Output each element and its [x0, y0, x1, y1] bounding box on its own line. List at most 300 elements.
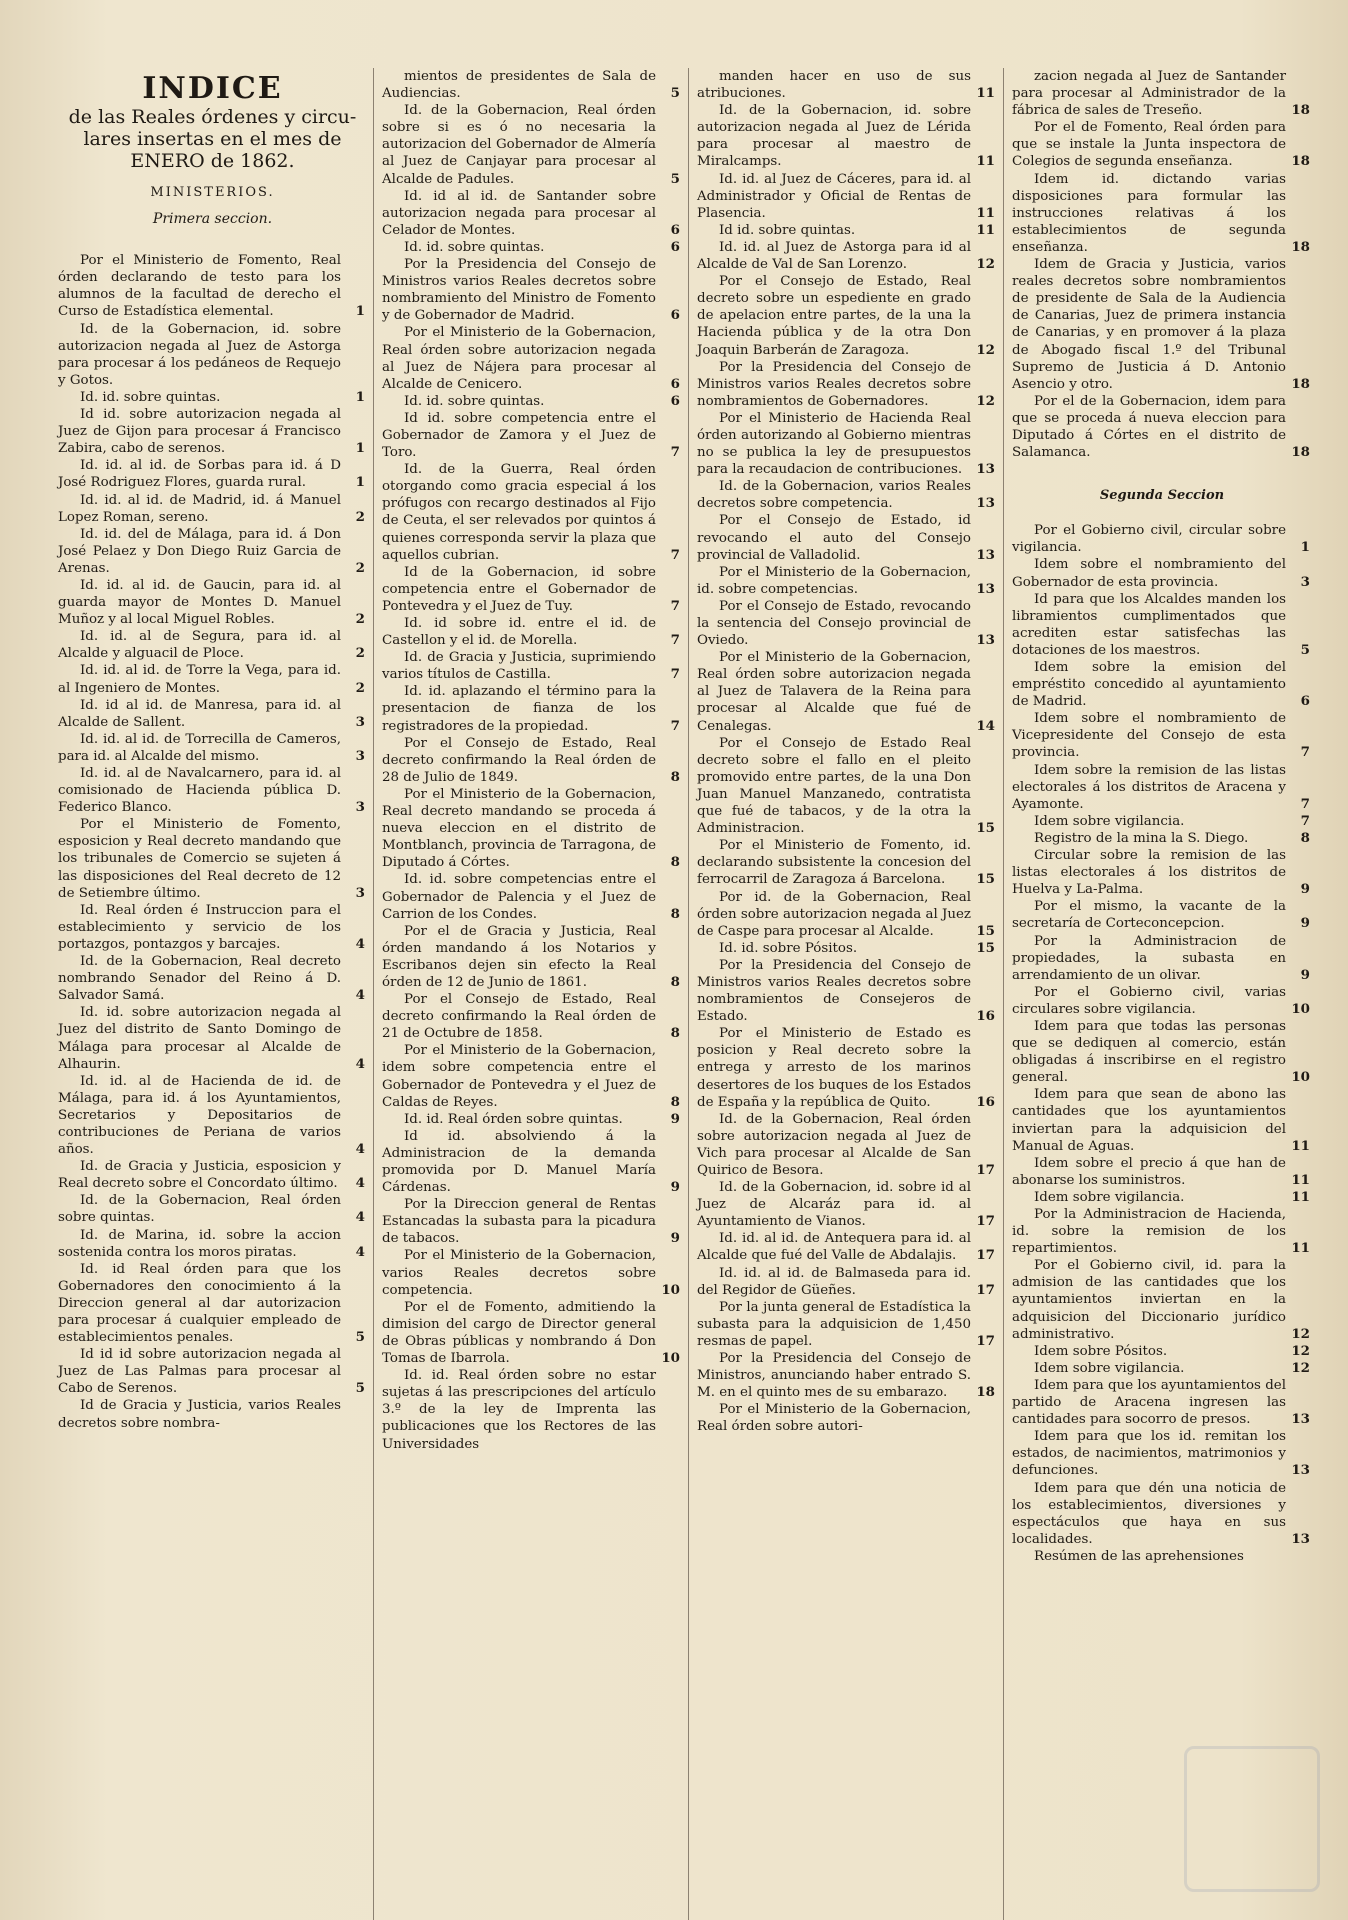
index-entry — [382, 923, 682, 991]
entry-page-number: 12 — [976, 256, 995, 273]
index-entry — [382, 649, 682, 683]
index-entry — [1012, 556, 1312, 590]
index-entry — [697, 359, 997, 410]
index-entry — [382, 1111, 682, 1128]
entry-page-number: 18 — [976, 1384, 995, 1401]
entry-page-number: 9 — [670, 1230, 680, 1247]
entry-text: Idem sobre el nombramiento de Vicepresidente del Consejo de esta provincia. — [1012, 711, 1286, 761]
column-3 — [688, 68, 1003, 1920]
entry-page-number: 6 — [670, 238, 680, 255]
index-entry — [382, 1299, 682, 1367]
entry-text: Id. id. del de Málaga, para id. á Don José Pelaez y Don Diego Ruiz Garcia de Arenas. — [58, 526, 341, 576]
entry-page-number: 3 — [355, 747, 365, 764]
index-entry — [1012, 1480, 1312, 1548]
entry-text: Idem sobre vigilancia. — [1034, 1360, 1185, 1376]
entry-text: Id id. sobre quintas. — [719, 222, 856, 238]
entry-text: Id. de Gracia y Justicia, suprimiendo varios títulos de Castilla. — [382, 650, 656, 683]
entry-text: Por el Ministerio de Fomento, id. declarando subsistente la concesion del ferrocarril de Zaragoza á Barcelona. — [697, 838, 971, 888]
index-entry — [697, 239, 997, 273]
entry-page-number: 3 — [355, 713, 365, 730]
entry-page-number: 7 — [670, 597, 680, 614]
index-entry — [58, 1073, 367, 1158]
index-entry — [1012, 393, 1312, 461]
entry-text: Id. id. al id. de Madrid, id. á Manuel Lopez Roman, sereno. — [58, 492, 341, 525]
entry-text: Por la junta general de Estadística la subasta para la adquisicion de 1,450 resmas de papel. — [697, 1299, 971, 1349]
entry-text: Id. id. sobre quintas. — [404, 393, 545, 409]
entry-text: Por el Ministerio de la Gobernacion, idem sobre competencia entre el Gobernador de Pontevedra y el Juez de Caldas de Reyes. — [382, 1043, 656, 1110]
entry-page-number: 16 — [976, 1008, 995, 1025]
index-entry — [697, 478, 997, 512]
entry-page-number: 12 — [1291, 1359, 1310, 1376]
index-entry — [1012, 847, 1312, 898]
index-entry — [1012, 710, 1312, 761]
index-entry — [58, 953, 367, 1004]
index-entry — [697, 222, 997, 239]
entry-text: Por la Administracion de Hacienda, id. sobre la remision de los repartimientos. — [1012, 1207, 1286, 1257]
index-entry — [697, 1179, 997, 1230]
column-1 — [58, 68, 373, 1920]
subtitle-line-2: lares insertas en el mes de — [83, 128, 342, 150]
entry-text: Id. id. al Juez de Astorga para id al Alcalde de Val de San Lorenzo. — [697, 239, 971, 273]
index-entry — [58, 1261, 367, 1346]
entry-page-number: 2 — [355, 679, 365, 696]
entry-page-number: 4 — [355, 935, 365, 952]
index-entry — [697, 512, 997, 563]
entry-text: Por el de Fomento, admitiendo la dimision del cargo de Director general de Obras públicas y nombrando á Don Tomas de Ibarrola. — [382, 1299, 656, 1367]
entry-page-number: 8 — [670, 905, 680, 922]
index-entry — [697, 1111, 997, 1179]
entries-col4-second-section — [1012, 522, 1312, 1565]
entry-text: zacion negada al Juez de Santander para procesar al Administrador de la fábrica de sales de Treseño. — [1012, 69, 1286, 119]
entry-text: Id. id. sobre quintas. — [80, 389, 221, 405]
library-watermark-stamp — [1184, 1746, 1320, 1892]
entry-text: Id. de la Gobernacion, Real decreto nombrando Senador del Reino á D. Salvador Samá. — [58, 954, 341, 1004]
entry-page-number: 18 — [1291, 238, 1310, 255]
index-entry — [382, 188, 682, 239]
entry-text: Id. id. sobre Pósitos. — [719, 940, 858, 956]
entry-page-number: 8 — [670, 1025, 680, 1042]
index-entry — [697, 889, 997, 940]
entry-page-number: 11 — [976, 204, 995, 221]
entry-page-number: 5 — [355, 1329, 365, 1346]
index-entry — [697, 564, 997, 598]
entry-page-number: 11 — [1291, 1137, 1310, 1154]
entry-text: Id. de Marina, id. sobre la accion sostenida contra los moros piratas. — [58, 1227, 341, 1260]
entry-text: Por el Ministerio de la Gobernacion, Real órden sobre autorizacion negada al Juez de Nájera para procesar al Alcalde de Cenicero. — [382, 325, 656, 392]
entry-text: Id. id. al id. de Sorbas para id. á D José Rodriguez Flores, guarda rural. — [58, 458, 341, 491]
index-entry — [382, 1196, 682, 1247]
entry-page-number: 18 — [1291, 102, 1310, 119]
index-entry — [697, 837, 997, 888]
index-entry — [1012, 1086, 1312, 1154]
entry-page-number: 1 — [355, 474, 365, 491]
entry-text: Por la Presidencia del Consejo de Ministros varios Reales decretos sobre nombramiento del Ministro de Fomento y de Gobernador de Madrid. — [382, 257, 656, 324]
entry-text: Por el Ministerio de la Gobernacion, id. sobre competencias. — [697, 564, 971, 597]
entry-text: Id. de la Gobernacion, varios Reales decretos sobre competencia. — [697, 479, 971, 512]
index-entry — [382, 461, 682, 564]
entry-page-number: 4 — [355, 1141, 365, 1158]
entry-text: Resúmen de las aprehensiones — [1034, 1548, 1244, 1564]
index-entry — [1012, 762, 1312, 813]
entry-page-number: 17 — [976, 1247, 995, 1264]
entry-page-number: 12 — [1291, 1342, 1310, 1359]
index-entry — [58, 902, 367, 953]
entry-text: Id id. sobre autorizacion negada al Juez de Gijon para procesar á Francisco Zabira, cabo de serenos. — [58, 407, 341, 457]
entry-page-number: 2 — [355, 508, 365, 525]
index-entry — [697, 171, 997, 222]
entry-text: mientos de presidentes de Sala de Audiencias. — [382, 69, 656, 102]
entry-page-number: 12 — [976, 392, 995, 409]
entry-text: Por el de Fomento, Real órden para que se instale la Junta inspectora de Colegios de segunda enseñanza. — [1012, 120, 1286, 170]
entry-text: Idem para que los ayuntamientos del partido de Aracena ingresen las cantidades para socorro de presos. — [1012, 1377, 1286, 1428]
entry-text: Por la Presidencia del Consejo de Ministros varios Reales decretos sobre nombramientos de Consejeros de Estado. — [697, 957, 971, 1025]
subtitle-line-3: ENERO de 1862. — [130, 150, 295, 172]
index-entry — [1012, 659, 1312, 710]
entry-text: Id. id sobre id. entre el id. de Castellon y el id. de Morella. — [382, 616, 656, 649]
entry-text: Idem sobre el precio á que han de abonarse los suministros. — [1012, 1155, 1286, 1188]
index-entry — [382, 871, 682, 922]
index-columns — [58, 68, 1330, 1920]
index-entry — [58, 389, 367, 406]
index-entry — [1012, 256, 1312, 393]
entry-page-number: 15 — [976, 820, 995, 837]
index-entry — [697, 273, 997, 358]
entry-page-number: 1 — [355, 388, 365, 405]
entry-text: Id. id Real órden para que los Gobernadores den conocimiento á la Direccion general al dar autorizacion para procesar á cualquier empleado de establecimientos penales. — [58, 1261, 341, 1346]
index-entry — [58, 1192, 367, 1226]
entry-page-number: 7 — [1300, 812, 1310, 829]
entry-page-number: 4 — [355, 1055, 365, 1072]
index-entry — [382, 735, 682, 786]
entry-page-number: 7 — [670, 717, 680, 734]
entry-text: Id. id. Real órden sobre quintas. — [404, 1111, 623, 1127]
entry-text: Idem para que todas las personas que se dediquen al comercio, están obligadas á inscribirse en el registro general. — [1012, 1018, 1286, 1086]
entry-text: Por el Consejo de Estado, Real decreto confirmando la Real órden de 21 de Octubre de 1858. — [382, 992, 656, 1042]
index-entry — [382, 1128, 682, 1196]
entry-text: Por el Ministerio de la Gobernacion, Real órden sobre autorizacion negada al Juez de Talavera de la Reina para procesar al Alcalde que fué de Cenalegas. — [697, 650, 971, 734]
entry-text: Id id. absolviendo á la Administracion de la demanda promovida por D. Manuel María Cárdenas. — [382, 1128, 656, 1196]
index-entry — [58, 1004, 367, 1072]
index-entry — [58, 1158, 367, 1192]
index-entry — [1012, 1257, 1312, 1342]
entry-text: Por el Consejo de Estado, Real decreto confirmando la Real órden de 28 de Julio de 1849. — [382, 735, 656, 785]
entry-page-number: 17 — [976, 1213, 995, 1230]
index-entry — [1012, 1155, 1312, 1189]
index-entry — [697, 410, 997, 478]
entry-page-number: 12 — [1291, 1325, 1310, 1342]
entry-text: Id. de la Guerra, Real órden otorgando como gracia especial á los prófugos con recargo destinados al Fijo de Ceuta, el ser relevados por quintos á quienes corresponda servir la plaza que aquellos cubrian. — [382, 462, 656, 563]
entry-page-number: 2 — [355, 611, 365, 628]
index-entry — [382, 615, 682, 649]
entry-page-number: 13 — [1291, 1462, 1310, 1479]
entry-page-number: 7 — [670, 632, 680, 649]
index-entry — [1012, 591, 1312, 659]
index-entry — [697, 68, 997, 102]
index-entry — [58, 577, 367, 628]
index-entry — [1012, 984, 1312, 1018]
index-entry — [382, 68, 682, 102]
entry-page-number: 11 — [1291, 1240, 1310, 1257]
index-entry — [382, 1367, 682, 1452]
entry-page-number: 7 — [670, 444, 680, 461]
entry-page-number: 6 — [670, 307, 680, 324]
entry-text: Id. id. sobre autorizacion negada al Juez del distrito de Santo Domingo de Málaga para procesar al Alcalde de Alhaurin. — [58, 1005, 341, 1072]
entry-page-number: 16 — [976, 1093, 995, 1110]
entries-col4-first-section — [1012, 68, 1312, 461]
entry-text: Id. de la Gobernacion, id. sobre id al Juez de Alcaráz para id. al Ayuntamiento de Vianos. — [697, 1180, 971, 1230]
index-entry — [382, 256, 682, 324]
index-entry — [382, 991, 682, 1042]
index-entry — [58, 406, 367, 457]
entry-text: Id id id sobre autorizacion negada al Juez de Las Palmas para procesar al Cabo de Serenos. — [58, 1347, 341, 1397]
index-entry — [697, 940, 997, 957]
entry-page-number: 12 — [976, 341, 995, 358]
entry-page-number: 10 — [661, 1281, 680, 1298]
entry-text: Id. id. al id. de Torre la Vega, para id. al Ingeniero de Montes. — [58, 663, 341, 696]
index-entry — [58, 492, 367, 526]
index-entry — [1012, 171, 1312, 256]
entry-text: Id de Gracia y Justicia, varios Reales decretos sobre nombra- — [58, 1398, 341, 1431]
entry-text: Id. id. aplazando el término para la presentacion de fianza de los registradores de la propiedad. — [382, 684, 656, 734]
entry-page-number: 4 — [355, 1175, 365, 1192]
entry-text: Id. Real órden é Instruccion para el establecimiento y servicio de los portazgos, pontazgos y barcajes. — [58, 902, 341, 952]
entry-page-number: 14 — [976, 717, 995, 734]
entry-text: Por el Ministerio de Fomento, Real órden declarando de testo para los alumnos de la facultad de derecho el Curso de Estadística elemental. — [58, 253, 341, 320]
index-entry — [382, 1042, 682, 1110]
entry-text: Idem para que sean de abono las cantidades que los ayuntamientos inviertan para la adquisicion del Manual de Aguas. — [1012, 1087, 1286, 1154]
entry-page-number: 2 — [355, 645, 365, 662]
index-entry — [697, 735, 997, 838]
index-entry — [697, 102, 997, 170]
index-header — [58, 72, 367, 228]
entry-text: Por el mismo, la vacante de la secretaría de Corteconcepcion. — [1012, 899, 1286, 932]
entry-page-number: 2 — [355, 559, 365, 576]
index-entry — [697, 1265, 997, 1299]
index-entry — [58, 628, 367, 662]
entry-text: Circular sobre la remision de las listas electorales á los distritos de Huelva y La-Palma. — [1012, 848, 1286, 898]
section-gap — [1012, 461, 1312, 487]
entry-text: Por id. de la Gobernacion, Real órden sobre autorizacion negada al Juez de Caspe para procesar al Alcalde. — [697, 889, 971, 939]
entry-text: Por el de la Gobernacion, idem para que se proceda á nueva eleccion para Diputado á Córtes en el distrito de Salamanca. — [1012, 393, 1286, 461]
index-entry — [1012, 830, 1312, 847]
entry-text: Por la Administracion de propiedades, la subasta en arrendamiento de un olivar. — [1012, 933, 1286, 983]
entry-page-number: 8 — [670, 1093, 680, 1110]
entry-page-number: 4 — [355, 1209, 365, 1226]
entry-text: Por el de Gracia y Justicia, Real órden mandando á los Notarios y Escribanos dejen sin efecto la Real órden de 12 de Junio de 1861. — [382, 923, 656, 990]
index-entry — [697, 957, 997, 1025]
entry-page-number: 7 — [1300, 795, 1310, 812]
entry-text: Por el Ministerio de la Gobernacion, varios Reales decretos sobre competencia. — [382, 1248, 656, 1298]
entry-page-number: 9 — [1300, 881, 1310, 898]
entry-text: Por la Presidencia del Consejo de Ministros, anunciando haber entrado S. M. en el quinto mes de su embarazo. — [697, 1351, 971, 1401]
index-entry — [1012, 1428, 1312, 1479]
index-entry — [382, 786, 682, 871]
index-entry — [58, 731, 367, 765]
index-entry — [58, 1227, 367, 1261]
entry-text: Id. de la Gobernacion, id. sobre autorizacion negada al Juez de Astorga para procesar á los pedáneos de Requejo y Gotos. — [58, 321, 341, 388]
entry-text: Id. id. sobre competencias entre el Gobernador de Palencia y el Juez de Carrion de los Condes. — [382, 872, 656, 922]
entry-page-number: 15 — [976, 871, 995, 888]
entry-text: Id. id. al de Hacienda de id. de Málaga, para id. á los Ayuntamientos, Secretarios y Depositarios de contribuciones de Periana de varios años. — [58, 1073, 341, 1158]
ministerios-heading: MINISTERIOS. — [150, 185, 275, 200]
index-entry — [1012, 1343, 1312, 1360]
entry-text: Por el Gobierno civil, varias circulares sobre vigilancia. — [1012, 984, 1286, 1017]
entry-text: Idem de Gracia y Justicia, varios reales decretos sobre nombramientos de presidente de Sala de la Audiencia de Canarias, Juez de primera instancia de Canarias, y en promover á la plaza de Abogado fiscal 1.º del Tribunal Supremo de Justicia á D. Antonio Asencio y otro. — [1012, 257, 1286, 392]
entry-page-number: 7 — [670, 546, 680, 563]
entry-text: Idem sobre vigilancia. — [1034, 1189, 1185, 1205]
section-1-heading: Primera seccion. — [152, 211, 273, 228]
entry-text: Id. id. al id. de Antequera para id. al Alcalde que fué del Valle de Abdalajis. — [697, 1231, 971, 1264]
entry-page-number: 15 — [976, 939, 995, 956]
entry-text: manden hacer en uso de sus atribuciones. — [697, 69, 971, 102]
entry-text: Id. de la Gobernacion, Real órden sobre quintas. — [58, 1193, 341, 1226]
entry-text: Por el Ministerio de Hacienda Real órden autorizando al Gobierno mientras no se publica la ley de presupuestos para la recaudacion de contribuciones. — [697, 410, 971, 478]
index-entry — [58, 662, 367, 696]
index-entry — [1012, 68, 1312, 119]
entry-text: Por el Ministerio de la Gobernacion, Real órden sobre autori- — [697, 1402, 971, 1435]
entry-page-number: 11 — [976, 221, 995, 238]
entry-page-number: 18 — [1291, 153, 1310, 170]
entry-page-number: 9 — [1300, 966, 1310, 983]
column-2 — [373, 68, 688, 1920]
entry-text: Idem sobre vigilancia. — [1034, 813, 1185, 829]
entry-page-number: 9 — [670, 1179, 680, 1196]
index-entry — [1012, 1018, 1312, 1086]
index-entry — [697, 598, 997, 649]
entry-text: Id. id. al de Segura, para id. al Alcalde y alguacil de Ploce. — [58, 629, 341, 662]
entry-page-number: 4 — [355, 1243, 365, 1260]
entry-text: Id. id. al id. de Gaucin, para id. al guarda mayor de Montes D. Manuel Muñoz y al local Miguel Robles. — [58, 577, 341, 628]
entry-page-number: 18 — [1291, 375, 1310, 392]
entry-page-number: 4 — [355, 987, 365, 1004]
entry-text: Id. de la Gobernacion, Real órden sobre autorizacion negada al Juez de Vich para procesar al Alcalde de San Quirico de Besora. — [697, 1111, 971, 1178]
entry-text: Por el Ministerio de la Gobernacion, Real decreto mandando se proceda á nueva eleccion en el distrito de Montblanch, provincia de Tarragona, de Diputado á Córtes. — [382, 786, 656, 871]
entries-col3 — [697, 68, 997, 1436]
index-entry — [1012, 1206, 1312, 1257]
entry-text: Id. id. al id. de Torrecilla de Cameros, para id. al Alcalde del mismo. — [58, 731, 341, 764]
index-entry — [697, 1350, 997, 1401]
entry-text: Id. id. sobre quintas. — [404, 239, 545, 255]
index-entry — [58, 526, 367, 577]
entry-page-number: 8 — [1300, 829, 1310, 846]
entry-page-number: 1 — [355, 303, 365, 320]
entry-text: Por el Consejo de Estado, revocando la sentencia del Consejo provincial de Oviedo. — [697, 598, 971, 649]
entry-page-number: 7 — [670, 666, 680, 683]
entry-page-number: 7 — [1300, 744, 1310, 761]
entry-page-number: 11 — [1291, 1188, 1310, 1205]
index-entry — [382, 393, 682, 410]
entry-page-number: 6 — [670, 375, 680, 392]
entry-page-number: 13 — [1291, 1411, 1310, 1428]
entry-page-number: 10 — [661, 1350, 680, 1367]
entry-page-number: 3 — [355, 884, 365, 901]
page-title: INDICE — [142, 71, 283, 106]
entry-text: Id. id. al id. de Balmaseda para id. del Regidor de Güeñes. — [697, 1265, 971, 1298]
entries-col2 — [382, 68, 682, 1453]
entry-page-number: 6 — [670, 221, 680, 238]
entry-text: Por el Consejo de Estado, id revocando el auto del Consejo provincial de Valladolid. — [697, 513, 971, 563]
index-entry — [697, 1025, 997, 1110]
entry-page-number: 6 — [670, 392, 680, 409]
index-entry — [1012, 1360, 1312, 1377]
index-entry — [1012, 1548, 1312, 1565]
entry-page-number: 11 — [976, 153, 995, 170]
entry-page-number: 3 — [1300, 573, 1310, 590]
entry-page-number: 3 — [355, 799, 365, 816]
index-entry — [697, 649, 997, 734]
entry-text: Por el Consejo de Estado Real decreto sobre el fallo en el pleito promovido entre partes, de la una Don Juan Manuel Manzanedo, contratista que fué de tabacos, y de la otra la Administracion. — [697, 735, 971, 837]
entry-page-number: 5 — [670, 170, 680, 187]
index-entry — [58, 697, 367, 731]
index-entry — [382, 410, 682, 461]
entry-page-number: 13 — [976, 495, 995, 512]
entry-page-number: 13 — [976, 546, 995, 563]
entry-text: Por el Gobierno civil, id. para la admision de las cantidades que los ayuntamientos inviertan en la adquisicion del Diccionario jurídico administrativo. — [1012, 1258, 1286, 1342]
column-4 — [1003, 68, 1318, 1920]
index-entry — [697, 1401, 997, 1435]
entry-page-number: 5 — [670, 85, 680, 102]
entry-text: Id. de la Gobernacion, id. sobre autorizacion negada al Juez de Lérida para procesar al maestro de Miralcamps. — [697, 103, 971, 170]
subtitle-line-1: de las Reales órdenes y circu- — [68, 106, 357, 128]
entry-page-number: 9 — [670, 1110, 680, 1127]
entry-text: Id. id al id. de Manresa, para id. al Alcalde de Sallent. — [58, 697, 341, 730]
index-entry — [58, 321, 367, 389]
entry-page-number: 17 — [976, 1332, 995, 1349]
entry-page-number: 11 — [976, 85, 995, 102]
index-entry — [58, 252, 367, 320]
index-entry — [1012, 933, 1312, 984]
entry-text: Idem sobre Pósitos. — [1034, 1343, 1168, 1359]
entry-text: Id. de Gracia y Justicia, esposicion y Real decreto sobre el Concordato último. — [58, 1159, 341, 1192]
index-entry — [58, 816, 367, 901]
index-entry — [1012, 119, 1312, 170]
entry-page-number: 13 — [976, 461, 995, 478]
entry-text: Idem sobre la remision de las listas electorales á los distritos de Aracena y Ayamonte. — [1012, 762, 1286, 812]
entry-page-number: 17 — [976, 1162, 995, 1178]
entry-text: Id. de la Gobernacion, Real órden sobre si es ó no necesaria la autorizacion del Gobernador de Almería al Juez de Canjayar para procesar al Alcalde de Padules. — [382, 103, 656, 187]
index-entry — [58, 765, 367, 816]
entry-page-number: 8 — [670, 854, 680, 871]
entry-text: Idem sobre el nombramiento del Gobernador de esta provincia. — [1012, 557, 1286, 590]
index-entry — [1012, 522, 1312, 556]
entry-page-number: 9 — [1300, 915, 1310, 932]
index-entry — [1012, 898, 1312, 932]
index-entry — [382, 564, 682, 615]
index-entry — [1012, 1189, 1312, 1206]
entry-page-number: 10 — [1291, 1000, 1310, 1017]
entry-page-number: 1 — [355, 440, 365, 457]
entry-text: Id. id. Real órden sobre no estar sujetas á las prescripciones del artículo 3.º de la ley de Imprenta las publicaciones que los Rectores de las Universidades — [382, 1368, 656, 1452]
entry-text: Por la Presidencia del Consejo de Ministros varios Reales decretos sobre nombramientos de Gobernadores. — [697, 359, 971, 409]
entry-page-number: 13 — [976, 580, 995, 597]
entry-text: Por el Gobierno civil, circular sobre vigilancia. — [1012, 523, 1286, 556]
entry-page-number: 5 — [355, 1380, 365, 1397]
entry-text: Id id. sobre competencia entre el Gobernador de Zamora y el Juez de Toro. — [382, 410, 656, 461]
index-entry — [1012, 813, 1312, 830]
entry-text: Id. id al id. de Santander sobre autorizacion negada para procesar al Celador de Montes. — [382, 188, 656, 238]
entry-page-number: 17 — [976, 1281, 995, 1298]
entries-col1 — [58, 252, 367, 1431]
entry-page-number: 1 — [1300, 539, 1310, 556]
index-entry — [382, 1247, 682, 1298]
entry-page-number: 5 — [1300, 641, 1310, 658]
index-entry — [382, 324, 682, 392]
entry-text: Idem para que dén una noticia de los establecimientos, diversiones y espectáculos que haya en sus localidades. — [1012, 1480, 1286, 1547]
entry-page-number: 6 — [1300, 693, 1310, 710]
entry-page-number: 8 — [670, 768, 680, 785]
index-entry — [58, 457, 367, 491]
entry-text: Id de la Gobernacion, id sobre competencia entre el Gobernador de Pontevedra y el Juez de Tuy. — [382, 564, 656, 614]
